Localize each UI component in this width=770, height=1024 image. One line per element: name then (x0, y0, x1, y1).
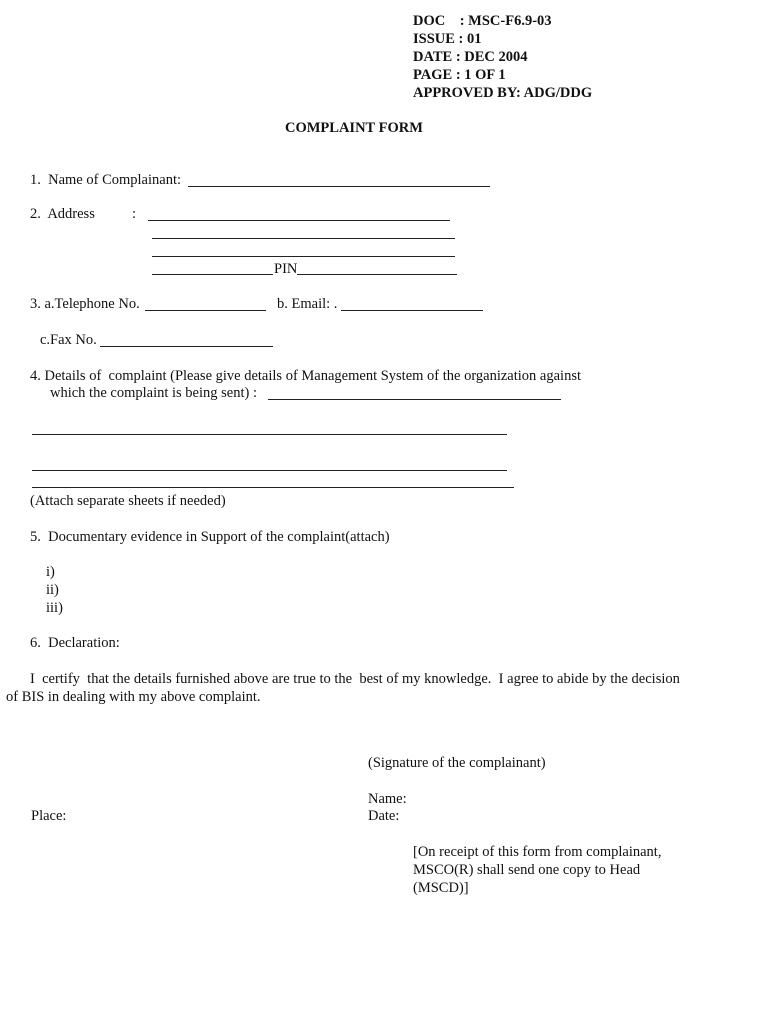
issue-number: ISSUE : 01 (413, 31, 482, 47)
telephone-field[interactable] (145, 310, 266, 311)
attach-note: (Attach separate sheets if needed) (30, 493, 226, 509)
evidence-item-3: iii) (46, 600, 63, 616)
address-line-2[interactable] (152, 238, 455, 239)
pin-field[interactable] (297, 274, 457, 275)
footer-note-2: MSCO(R) shall send one copy to Head (413, 862, 641, 878)
evidence-item-1: i) (46, 564, 55, 580)
signature-name-label: Name: (368, 791, 407, 807)
issue-date: DATE : DEC 2004 (413, 49, 528, 65)
email-label: b. Email: . (277, 296, 338, 312)
fax-label: c.Fax No. (40, 332, 97, 348)
doc-number: DOC : MSC-F6.9-03 (413, 13, 552, 29)
name-label: 1. Name of Complainant: (30, 172, 182, 188)
address-label: 2. Address (30, 206, 95, 222)
evidence-label: 5. Documentary evidence in Support of the complaint(attach) (30, 529, 390, 545)
declaration-text-1: I certify that the details furnished above are true to the best of my knowledge. I agree to abide by the decision (30, 671, 680, 687)
signature-label: (Signature of the complainant) (368, 755, 546, 771)
evidence-item-2: ii) (46, 582, 59, 598)
approved-by: APPROVED BY: ADG/DDG (413, 85, 593, 101)
address-line-3[interactable] (152, 256, 455, 257)
page-title: COMPLAINT FORM (285, 120, 423, 136)
place-label: Place: (31, 808, 67, 824)
address-line-4[interactable] (152, 274, 273, 275)
pin-label: PIN (274, 261, 298, 277)
declaration-label: 6. Declaration: (30, 635, 120, 651)
details-line-1[interactable] (32, 434, 507, 435)
details-line-3[interactable] (32, 487, 514, 488)
footer-note-3: (MSCD)] (413, 880, 469, 896)
declaration-text-2: of BIS in dealing with my above complaint. (6, 689, 261, 705)
email-field[interactable] (341, 310, 483, 311)
details-label: 4. Details of complaint (Please give details of Management System of the organization against (30, 368, 581, 384)
fax-field[interactable] (100, 346, 273, 347)
name-field[interactable] (188, 186, 490, 187)
telephone-label: 3. a.Telephone No. (30, 296, 140, 312)
page-number: PAGE : 1 OF 1 (413, 67, 506, 83)
details-line-2[interactable] (32, 470, 507, 471)
signature-date-label: Date: (368, 808, 400, 824)
details-label-cont: which the complaint is being sent) : (50, 385, 257, 401)
details-line-0[interactable] (268, 399, 561, 400)
address-colon: : (132, 206, 137, 222)
footer-note-1: [On receipt of this form from complainant, (413, 844, 662, 860)
address-line-1[interactable] (148, 220, 450, 221)
